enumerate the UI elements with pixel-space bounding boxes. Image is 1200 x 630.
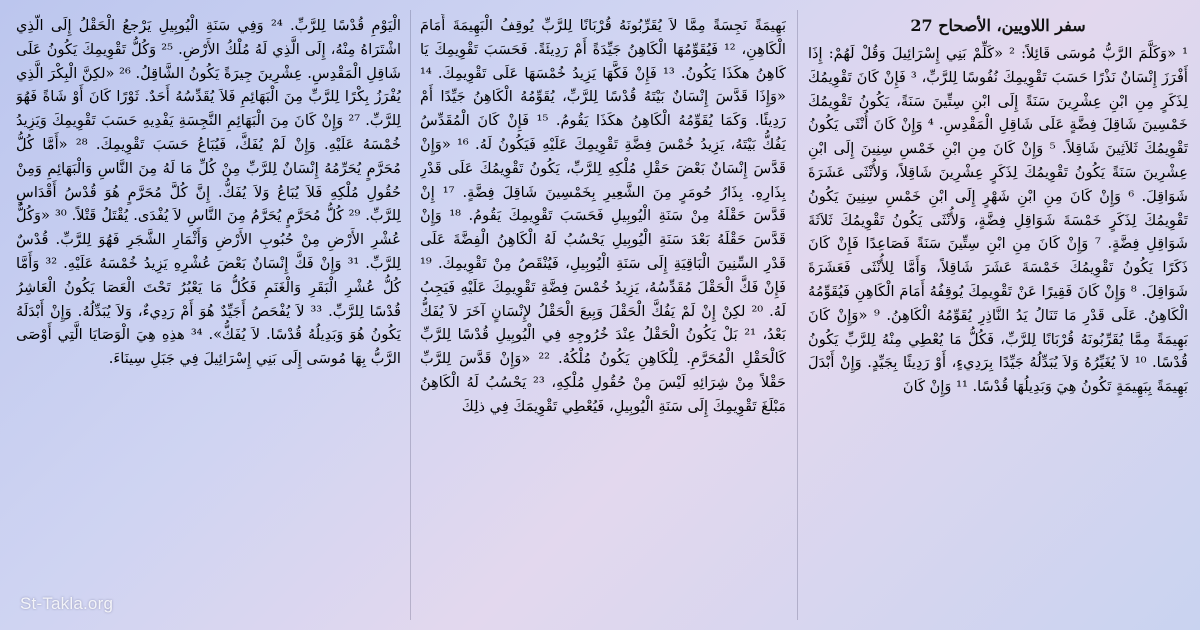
text-column-left	[16, 14, 401, 614]
text-column-middle	[420, 14, 786, 614]
column-divider	[797, 10, 798, 620]
watermark: St-Takla.org	[20, 594, 114, 613]
column-divider	[410, 10, 411, 620]
column-text: بَهِيمَةً نَجِسَةً مِمَّا لاَ يُقَرِّبُونَهُ قُرْبَانًا لِلرَّبِّ يُوقِفُ الْبَهِيمَةَ أَمَامَ الْكَاهِنِ، ¹² فَيُقَوِّمُهَا الْكَاهِنُ جَيِّدَةً أَمْ رَدِيئَةً. فَحَسَبَ تَقْوِيمِكَ يَا كَاهِنُ هكَذَا يَكُونُ. ¹³ فَإِنْ فَكَّهَا يَزِيدُ خُمْسَهَا عَلَى تَقْوِيمِكَ. ¹⁴ «وَإِذَا قَدَّسَ إِنْسَانٌ بَيْتَهُ قُدْسًا لِلرَّبِّ، يُقَوِّمُهُ الْكَاهِنُ جَيِّدًا أَمْ رَدِيئًا. وَكَمَا يُقَوِّمُهُ الْكَاهِنُ هكَذَا يَقُومُ. ¹⁵ فَإِنْ كَانَ الْمُقَدِّسُ يَفُكُّ بَيْتَهُ، يَزِيدُ خُمْسَ فِضَّةِ تَقْوِيمِكَ عَلَيْهِ فَيَكُونُ لَهُ. ¹⁶ «وَإِنْ قَدَّسَ إِنْسَانٌ بَعْضَ حَقْلِ مُلْكِهِ لِلرَّبِّ، يَكُونُ تَقْوِيمُكَ عَلَى قَدْرِ بِذَارِهِ. بِذَارُ حُومَرٍ مِنَ الشَّعِيرِ بِخَمْسِينَ شَاقِلَ فِضَّةٍ. ¹⁷ إِنْ قَدَّسَ حَقْلَهُ مِنْ سَنَةِ الْيُوبِيلِ فَحَسَبَ تَقْوِيمِكَ يَقُومُ. ¹⁸ وَإِنْ قَدَّسَ حَقْلَهُ بَعْدَ سَنَةِ الْيُوبِيلِ يَحْسُبُ لَهُ الْكَاهِنُ الْفِضَّةَ عَلَى قَدْرِ السِّنِينَ الْبَاقِيَةِ إِلَى سَنَةِ الْيُوبِيلِ، فَيُنْقَصُ مِنْ تَقْوِيمِكَ. ¹⁹ فَإِنْ فَكَّ الْحَقْلَ مُقَدِّسُهُ، يَزِيدُ خُمْسَ فِضَّةِ تَقْوِيمِكَ عَلَيْهِ فَيَجِبُ لَهُ. ²⁰ لكِنْ إِنْ لَمْ يَفُكَّ الْحَقْلَ وَبِيعَ الْحَقْلُ لإِنْسَانٍ آخَرَ لاَ يُفَكُّ بَعْدُ، ²¹ بَلْ يَكُونُ الْحَقْلُ عِنْدَ خُرُوجِهِ فِي الْيُوبِيلِ قُدْسًا لِلرَّبِّ كَالْحَقْلِ الْمُحَرَّمِ. لِلْكَاهِنِ يَكُونُ مُلْكُهُ. ²² «وَإِنْ قَدَّسَ لِلرَّبِّ حَقْلاً مِنْ شِرَائِهِ لَيْسَ مِنْ حُقُولِ مُلْكِهِ، ²³ يَحْسُبُ لَهُ الْكَاهِنُ مَبْلَغَ تَقْوِيمِكَ إِلَى سَنَةِ الْيُوبِيلِ، فَيُعْطِي تَقْوِيمَكَ فِي ذلِكَ	[420, 17, 786, 415]
column-text: ¹ «وَكَلَّمَ الرَّبُّ مُوسَى قَائِلاً: ² «كَلِّمْ بَنِي إِسْرَائِيلَ وَقُلْ لَهُمْ: إِذَا أَفْرَزَ إِنْسَانٌ نَذْرًا حَسَبَ تَقْوِيمِكَ نُفُوسًا لِلرَّبِّ، ³ فَإِنْ كَانَ تَقْوِيمُكَ لِذَكَرٍ مِنِ ابْنِ عِشْرِينَ سَنَةً إِلَى ابْنِ سِتِّينَ سَنَةً، يَكُونُ تَقْوِيمُكَ خَمْسِينَ شَاقِلَ فِضَّةٍ عَلَى شَاقِلِ الْمَقْدِسِ. ⁴ وَإِنْ كَانَ أُنْثَى يَكُونُ تَقْوِيمُكَ ثَلاَثِينَ شَاقِلاً. ⁵ وَإِنْ كَانَ مِنِ ابْنِ خَمْسِ سِنِينَ إِلَى ابْنِ عِشْرِينَ سَنَةً يَكُونُ تَقْوِيمُكَ لِذَكَرٍ عِشْرِينَ شَاقِلاً، وَلأُنْثَى عَشَرَةَ شَوَاقِلَ. ⁶ وَإِنْ كَانَ مِنِ ابْنِ شَهْرٍ إِلَى ابْنِ خَمْسِ سِنِينَ يَكُونُ تَقْوِيمُكَ لِذَكَرٍ خَمْسَةَ شَوَاقِلِ فِضَّةٍ، وَلأُنْثَى يَكُونُ تَقْوِيمُكَ ثَلاَثَةَ شَوَاقِلِ فِضَّةٍ. ⁷ وَإِنْ كَانَ مِنِ ابْنِ سِتِّينَ سَنَةً فَصَاعِدًا فَإِنْ كَانَ ذَكَرًا يَكُونُ تَقْوِيمُكَ خَمْسَةَ عَشَرَ شَاقِلاً، وَأَمَّا لِلأُنْثَى فَعَشَرَةَ شَوَاقِلَ. ⁸ وَإِنْ كَانَ فَقِيرًا عَنْ تَقْوِيمِكَ يُوقِفُهُ أَمَامَ الْكَاهِنِ فَيُقَوِّمُهُ الْكَاهِنُ. عَلَى قَدْرِ مَا تَنَالُ يَدُ النَّاذِرِ يُقَوِّمُهُ الْكَاهِنُ. ⁹ «وَإِنْ كَانَ بَهِيمَةً مِمَّا يُقَرِّبُونَهُ قُرْبَانًا لِلرَّبِّ، فَكُلُّ مَا يُعْطِي مِنْهُ لِلرَّبِّ يَكُونُ قُدْسًا. ¹⁰ لاَ يُغَيِّرُهُ وَلاَ يُبَدِّلُهُ جَيِّدًا بِرَدِيءٍ، أَوْ رَدِيئًا بِجَيِّدٍ. وَإِنْ أَبْدَلَ بَهِيمَةً بِبَهِيمَةٍ تَكُونُ هِيَ وَبَدِيلُهَا قُدْسًا. ¹¹ وَإِنْ كَانَ	[808, 45, 1188, 396]
text-column-right	[808, 14, 1188, 614]
column-text: الْيَوْمِ قُدْسًا لِلرَّبِّ. ²⁴ وَفِي سَنَةِ الْيُوبِيلِ يَرْجعُ الْحَقْلُ إِلَى الَّذِي اشْتَرَاهُ مِنْهُ، إِلَى الَّذِي لَهُ مُلْكُ الأَرْضِ. ²⁵ وَكُلُّ تَقْوِيمِكَ يَكُونُ عَلَى شَاقِلِ الْمَقْدِسِ. عِشْرِينَ جِيرَةً يَكُونُ الشَّاقِلُ. ²⁶ «لكِنَّ الْبِكْرَ الَّذِي يُفْرَزُ بِكْرًا لِلرَّبِّ مِنَ الْبَهَائِمِ فَلاَ يُقَدِّسُهُ أَحَدٌ. ثَوْرًا كَانَ أَوْ شَاةً فَهُوَ لِلرَّبِّ. ²⁷ وَإِنْ كَانَ مِنَ الْبَهَائِمِ النَّجِسَةِ يَفْدِيهِ حَسَبَ تَقْوِيمِكَ وَيَزِيدُ خُمْسَهُ عَلَيْهِ. وَإِنْ لَمْ يُفَكَّ، فَيُبَاعُ حَسَبَ تَقْوِيمِكَ. ²⁸ «أَمَّا كُلُّ مُحَرَّمٍ يُحَرِّمُهُ إِنْسَانٌ لِلرَّبِّ مِنْ كُلِّ مَا لَهُ مِنَ النَّاسِ وَالْبَهَائِمِ وَمِنْ حُقُولِ مُلْكِهِ فَلاَ يُبَاعُ وَلاَ يُفَكُّ. إِنَّ كُلَّ مُحَرَّمٍ هُوَ قُدْسُ أَقْدَاسٍ لِلرَّبِّ. ²⁹ كُلُّ مُحَرَّمٍ يُحَرَّمُ مِنَ النَّاسِ لاَ يُفْدَى. يُقْتَلُ قَتْلاً. ³⁰ «وَكُلُّ عُشْرِ الأَرْضِ مِنْ حُبُوبِ الأَرْضِ وَأَثْمَارِ الشَّجَرِ فَهُوَ لِلرَّبِّ. قُدْسٌ لِلرَّبِّ. ³¹ وَإِنْ فَكَّ إِنْسَانٌ بَعْضَ عُشْرِهِ يَزِيدُ خُمْسَهُ عَلَيْهِ. ³² وَأَمَّا كُلُّ عُشْرِ الْبَقَرِ وَالْغَنَمِ فَكُلُّ مَا يَعْبُرُ تَحْتَ الْعَصَا يَكُونُ الْعَاشِرُ قُدْسًا لِلرَّبِّ. ³³ لاَ يُفْحَصُ أَجَيِّدٌ هُوَ أَمْ رَدِيءٌ، وَلاَ يُبَدِّلُهُ. وَإِنْ أَبْدَلَهُ يَكُونُ هُوَ وَبَدِيلُهُ قُدْسًا. لاَ يُفَكُّ». ³⁴ هذِهِ هِيَ الْوَصَايَا الَّتِي أَوْصَى الرَّبُّ بِهَا مُوسَى إِلَى بَنِي إِسْرَائِيلَ فِي جَبَلِ سِينَاءَ.	[16, 17, 401, 368]
page-title: سفر اللاويين، الأصحاح 27	[910, 16, 1086, 35]
